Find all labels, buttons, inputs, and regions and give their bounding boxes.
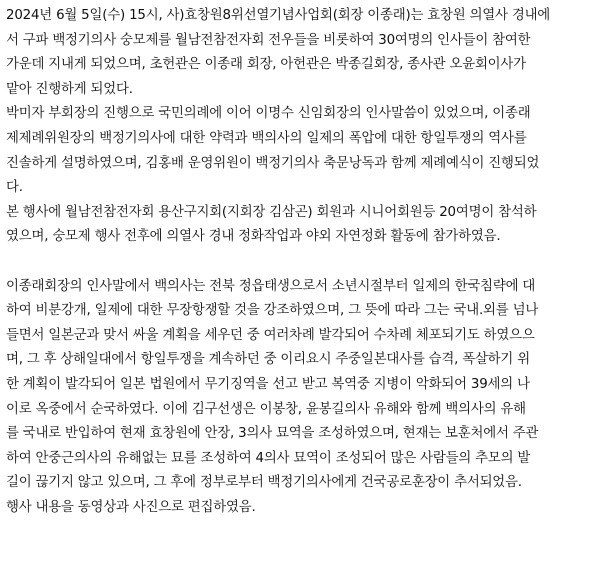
text-line: 박미자 부회장의 진행으로 국민의례에 이어 이명수 신임회장의 인사말씀이 있었으며, 이종래 xyxy=(6,106,531,122)
text-line: 며, 그 후 상해일대에서 항일투쟁을 계속하던 중 이리요시 주중일본대사를 습격, 폭살하기 위 xyxy=(6,352,530,368)
text-line: 다. xyxy=(6,180,23,196)
text-line: 길이 끊기지 않고 있으며, 그 후에 정부로부터 백정기의사에게 건국공로훈장이 추서되었음. xyxy=(6,475,522,491)
text-line: 서 구파 백정기의사 숭모제를 월남전참전자회 전우들을 비롯하여 30여명의 인사들이 참여한 xyxy=(6,32,531,48)
paragraph-spacer xyxy=(6,250,600,275)
text-line: 제제례위원장의 백정기의사에 대한 약력과 백의사의 일제의 폭압에 대한 항일투쟁의 역사를 xyxy=(6,130,527,146)
text-line: 본 행사에 월남전참전자회 용산구지회(지회장 김삼곤) 회원과 시니어회원등 20여명이 참석하 xyxy=(6,204,537,220)
text-line: 이종래회장의 인사말에서 백의사는 전북 정읍태생으로서 소년시절부터 일제의 한국침략에 대 xyxy=(6,278,536,294)
text-line: 하여 비분강개, 일제에 대한 무장항쟁할 것을 강조하였으며, 그 뜻에 따라 그는 국내.외를 넘나 xyxy=(6,303,539,319)
paragraph-participants xyxy=(6,201,600,250)
text-line: 진솔하게 설명하였으며, 김홍배 운영위원이 백정기의사 축문낭독과 함께 제례예식이 진행되었 xyxy=(6,155,540,171)
text-line: 행사 내용을 동영상과 사진으로 편집하였음. xyxy=(6,499,256,515)
text-line: 이로 옥중에서 순국하였다. 이에 김구선생은 이봉창, 윤봉길의사 유해와 함께 백의사의 유해 xyxy=(6,401,526,417)
text-line: 맡아 진행하게 되었다. xyxy=(6,81,133,97)
text-line: 였으며, 숭모제 행사 전후에 의열사 경내 정화작업과 야외 자연정화 활동에 참가하였음. xyxy=(6,229,501,245)
text-line: 를 국내로 반입하여 현재 효창원에 안장, 3의사 묘역을 조성하였으며, 현재는 보훈처에서 주관 xyxy=(6,426,539,442)
paragraph-ceremony-intro xyxy=(6,4,600,102)
paragraph-biography xyxy=(6,275,600,521)
text-line: 들면서 일본군과 맞서 싸울 계획을 세우던 중 여러차례 발각되어 수차례 체포되기도 하였으으 xyxy=(6,327,535,343)
text-line: 한 계획이 발각되어 일본 법원에서 무기징역을 선고 받고 복역중 지병이 악화되어 39세의 나 xyxy=(6,376,530,392)
paragraph-ceremony-progress xyxy=(6,102,600,200)
text-line: 2024년 6월 5일(수) 15시, 사)효창원8위선열기념사업회(회장 이종래)는 효창원 의열사 경내에 xyxy=(6,8,551,23)
text-line: 가운데 지내게 되었으며, 초헌관은 이종래 회장, 아헌관은 박종길회장, 종사관 오윤회이사가 xyxy=(6,57,526,73)
text-line: 하여 안중근의사의 유해없는 묘를 조성하여 4의사 묘역이 조성되어 많은 사람들의 추모의 발 xyxy=(6,450,531,466)
